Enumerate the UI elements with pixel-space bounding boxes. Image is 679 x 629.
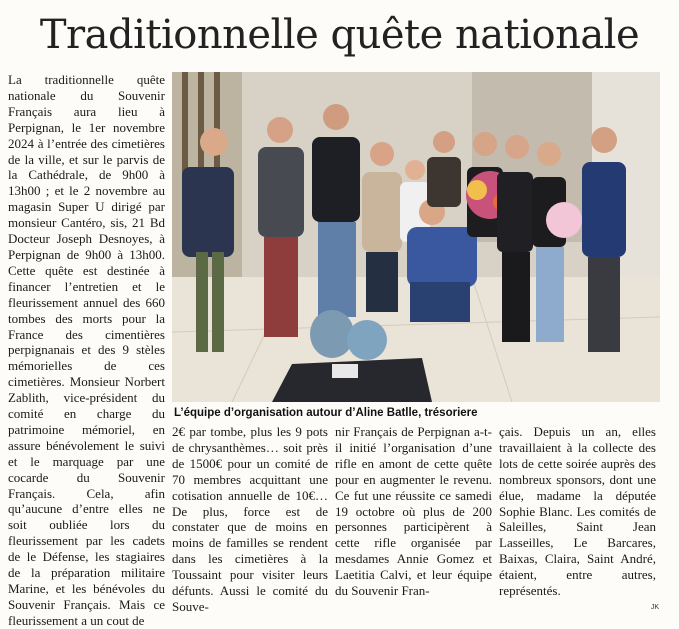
- article-text-1: La traditionnelle quête nationale du Souvenir Français aura lieu à Perpignan, le 1er novembre 2024 à l’entrée des cimetières de la ville, et sur le parvis de la Cathédrale, de 9h00 à 13h00 ; et le 2 novembre au magasin Super U dirigé par monsieur Cantéro, sis, 21 Bd Docteur Joseph Desnoyes, à Perpignan de 9h00 à 13h00. Cette quête est destinée à financer l’entretien et le fleurissement annuel des 660 tombes des morts pour la France des cimentières perpignanais et des 9 stèles mémorielles de ces cimetières. Monsieur Norbert Zablith, vice-président du comité en charge du patrimoine mémoriel, en assure bénévolement le suivi et le marquage par une cocarde du Souvenir Français. Cela, afin qu’aucune d’entre elles ne soit oubliée lors du fleurissement par les cadets de le Défense, les stagiaires de la préparation militaire Marine, et les bénévoles du Souvenir Français. Mais ce fleurissement a un cout de: [8, 72, 165, 628]
- group-photo: [172, 72, 660, 402]
- article-column-1: [8, 72, 165, 628]
- article-text-4: çais. Depuis un an, elles travaillaient à la collecte des lots de cette soirée auprès des nombreux sponsors, dont une élue, madame la députée Sophie Blanc. Les comités de Saleilles, Saint Jean Lasseilles, Le Barcares, Baixas, Claira, Saint André, étaient, entre autres, représentés.: [499, 424, 656, 599]
- author-signature: JK: [650, 604, 659, 611]
- article-text-3: nir Français de Perpignan a-t-il initié l’organisation d’une rifle en amont de cette quête pour en augmenter le revenu. Ce fut une réussite ce samedi 19 octobre où plus de 200 personnes participèrent à cette rifle organisée par mesdames Annie Gomez et Laetitia Calvi, et leur équipe du Souvenir Fran-: [335, 424, 492, 599]
- group-photo-illustration: [172, 72, 660, 402]
- photo-caption: L’équipe d’organisation autour d’Aline Batlle, trésoriere: [174, 407, 478, 419]
- article-column-4: [499, 424, 656, 604]
- article-column-3: [335, 424, 492, 604]
- article-text-2: 2€ par tombe, plus les 9 pots de chrysanthèmes… soit près de 1500€ pour un comité de 70 membres acquittant une cotisation annuelle de 10€… De plus, force est de constater que de moins en moins de familles se rendent dans les cimetières à la Toussaint pour visiter leurs défunts. Aussi le comité du Souve-: [172, 424, 328, 614]
- headline: Traditionnelle quête nationale: [39, 12, 640, 58]
- article-column-2: [172, 424, 328, 614]
